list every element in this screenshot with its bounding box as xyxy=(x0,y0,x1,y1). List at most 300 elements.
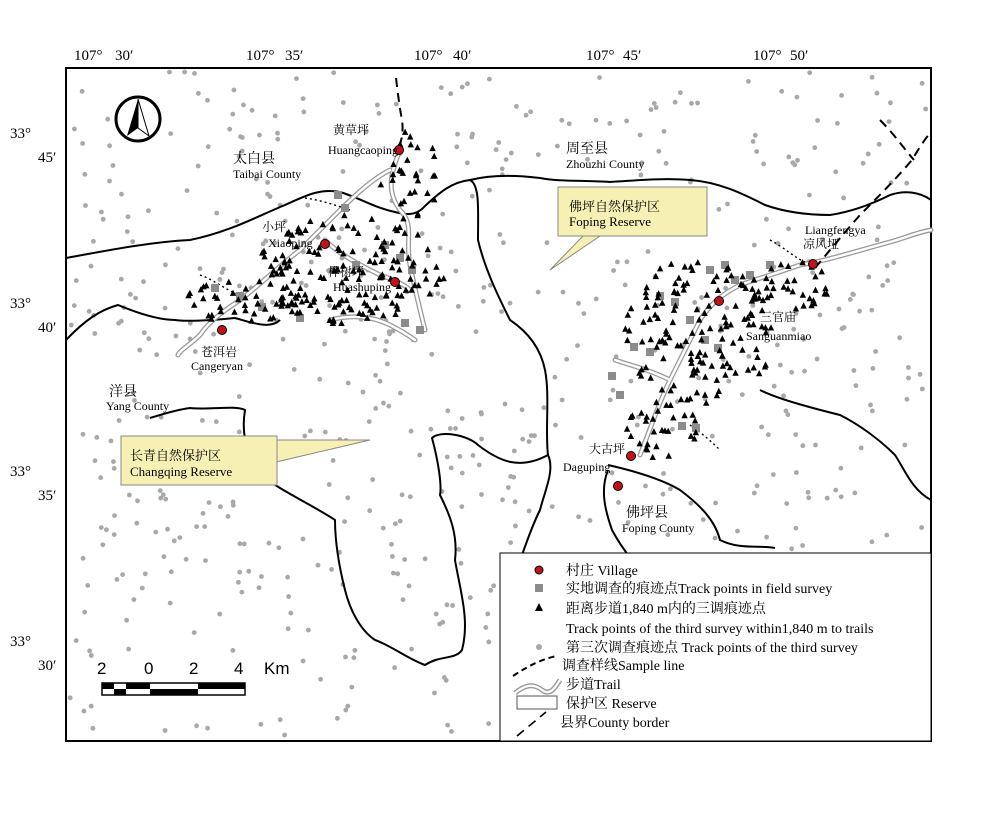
third-survey-point xyxy=(479,492,484,497)
village-label-en: Huashuping xyxy=(333,280,391,294)
third-survey-point xyxy=(124,618,129,623)
third-survey-point xyxy=(561,290,566,295)
third-survey-point xyxy=(553,375,558,380)
third-survey-point xyxy=(143,571,148,576)
third-survey-point xyxy=(764,535,769,540)
village-huashuping xyxy=(391,278,400,287)
third-survey-point xyxy=(168,601,173,606)
field-survey-point xyxy=(630,343,638,351)
third-survey-point xyxy=(217,612,222,617)
third-survey-point xyxy=(83,203,88,208)
third-survey-point xyxy=(194,524,199,529)
third-survey-point xyxy=(194,723,199,728)
third-survey-point xyxy=(339,227,344,232)
third-survey-point xyxy=(278,717,283,722)
third-survey-point xyxy=(662,129,667,134)
scale-label: 2 xyxy=(97,659,107,678)
left-tick-deg: 33° xyxy=(10,634,31,650)
third-survey-point xyxy=(198,266,203,271)
callout-en: Changqing Reserve xyxy=(130,464,233,479)
third-survey-point xyxy=(306,628,311,633)
third-survey-point xyxy=(448,426,453,431)
third-survey-point xyxy=(398,391,403,396)
third-survey-point xyxy=(504,157,509,162)
village-cangeryan xyxy=(218,326,227,335)
third-survey-point xyxy=(635,423,640,428)
third-survey-point xyxy=(89,264,94,269)
third-survey-point xyxy=(815,357,820,362)
third-survey-point xyxy=(126,647,131,652)
third-survey-point xyxy=(89,704,94,709)
village-label-en: Sanguanmiao xyxy=(746,329,812,343)
legend-reserve: 保护区 Reserve xyxy=(566,697,657,712)
third-survey-point xyxy=(888,100,893,105)
third-survey-point xyxy=(135,498,140,503)
foping-county-cn: 佛坪县 xyxy=(626,506,668,521)
third-survey-point xyxy=(423,556,428,561)
village-label-en: Huangcaoping xyxy=(328,143,398,157)
third-survey-point xyxy=(815,118,820,123)
third-survey-point xyxy=(381,401,386,406)
third-survey-point xyxy=(304,283,309,288)
third-survey-point xyxy=(695,101,700,106)
village-label-cn: 小坪 xyxy=(262,220,287,234)
third-survey-point xyxy=(420,231,425,236)
third-survey-point xyxy=(795,95,800,100)
third-survey-point xyxy=(308,429,313,434)
third-survey-point xyxy=(277,545,282,550)
third-survey-point xyxy=(120,572,125,577)
third-survey-point xyxy=(465,160,470,165)
third-survey-point xyxy=(852,368,857,373)
third-survey-point xyxy=(200,418,205,423)
third-survey-point xyxy=(450,603,455,608)
third-survey-point xyxy=(877,142,882,147)
third-survey-point xyxy=(454,144,459,149)
third-survey-point xyxy=(429,352,434,357)
third-survey-point xyxy=(285,575,290,580)
third-survey-point xyxy=(920,81,925,86)
third-survey-point xyxy=(560,398,565,403)
third-survey-point xyxy=(503,402,508,407)
left-tick-deg: 33° xyxy=(10,126,31,142)
third-survey-point xyxy=(82,709,87,714)
legend-near-trail-2: Track points of the third survey within1,840 m to trails xyxy=(566,622,874,637)
third-survey-point xyxy=(784,409,789,414)
third-survey-point xyxy=(772,384,777,389)
third-survey-point xyxy=(807,70,812,75)
third-survey-point xyxy=(259,722,264,727)
third-survey-point xyxy=(72,126,77,131)
third-survey-point xyxy=(169,569,174,574)
third-survey-point xyxy=(499,309,504,314)
third-survey-point xyxy=(778,363,783,368)
third-survey-point xyxy=(906,376,911,381)
third-survey-point xyxy=(487,188,492,193)
third-survey-point xyxy=(794,470,799,475)
third-survey-point xyxy=(668,487,673,492)
third-survey-point xyxy=(500,497,505,502)
third-survey-point xyxy=(202,524,207,529)
third-survey-point xyxy=(498,232,503,237)
third-survey-point xyxy=(322,342,327,347)
third-survey-point xyxy=(781,393,786,398)
third-survey-point xyxy=(292,367,297,372)
third-survey-point xyxy=(89,653,94,658)
third-survey-point xyxy=(839,494,844,499)
third-survey-point xyxy=(837,307,842,312)
legend-field: 实地调查的痕迹点Track points in field survey xyxy=(566,582,833,597)
field-survey-point xyxy=(401,319,409,327)
village-label-cn: 苍洱岩 xyxy=(201,345,238,359)
third-survey-point xyxy=(775,343,780,348)
top-tick-labels xyxy=(74,48,808,64)
third-survey-point xyxy=(766,432,771,437)
third-survey-point xyxy=(378,379,383,384)
third-survey-point xyxy=(407,584,412,589)
third-survey-point xyxy=(670,427,675,432)
third-survey-point xyxy=(268,194,273,199)
third-survey-point xyxy=(564,357,569,362)
third-survey-point xyxy=(74,638,79,643)
third-survey-point xyxy=(257,585,262,590)
legend-village: 村庄 Village xyxy=(566,564,638,579)
third-survey-point xyxy=(387,331,392,336)
third-survey-point xyxy=(341,100,346,105)
third-survey-point xyxy=(385,362,390,367)
third-survey-point xyxy=(692,300,697,305)
third-survey-point xyxy=(615,260,620,265)
third-survey-point xyxy=(80,89,85,94)
third-survey-point xyxy=(514,104,519,109)
third-survey-point xyxy=(752,243,757,248)
third-survey-point xyxy=(607,121,612,126)
third-survey-point xyxy=(764,217,769,222)
third-survey-point xyxy=(111,163,116,168)
third-survey-point xyxy=(107,179,112,184)
third-survey-point xyxy=(527,439,532,444)
third-survey-point xyxy=(402,557,407,562)
legend-sample: 调查样线Sample line xyxy=(562,659,685,674)
third-survey-point xyxy=(483,625,488,630)
third-survey-point xyxy=(887,119,892,124)
third-survey-point xyxy=(81,556,86,561)
third-survey-point xyxy=(536,152,541,157)
village-daguping xyxy=(627,452,636,461)
third-survey-point xyxy=(789,370,794,375)
third-survey-point xyxy=(112,466,117,471)
third-survey-point xyxy=(275,131,280,136)
third-survey-point xyxy=(904,181,909,186)
third-survey-point xyxy=(335,716,340,721)
third-survey-point xyxy=(80,141,85,146)
third-survey-point xyxy=(513,499,518,504)
third-survey-point xyxy=(408,494,413,499)
left-tick-min: 30′ xyxy=(38,658,57,674)
third-survey-point xyxy=(524,113,529,118)
third-survey-point xyxy=(301,659,306,664)
third-survey-point xyxy=(362,248,367,253)
third-survey-point xyxy=(231,500,236,505)
third-survey-point xyxy=(717,207,722,212)
third-survey-point xyxy=(141,279,146,284)
third-survey-point xyxy=(87,649,92,654)
third-survey-point xyxy=(392,665,397,670)
third-survey-point xyxy=(870,539,875,544)
third-survey-point xyxy=(270,300,275,305)
third-survey-point xyxy=(370,477,375,482)
third-survey-point xyxy=(331,70,336,75)
third-survey-point xyxy=(810,270,815,275)
third-survey-point xyxy=(132,597,137,602)
third-survey-point xyxy=(529,433,534,438)
third-survey-point xyxy=(240,590,245,595)
third-survey-point xyxy=(460,85,465,90)
third-survey-point xyxy=(479,437,484,442)
third-survey-point xyxy=(373,406,378,411)
third-survey-point xyxy=(182,70,187,75)
third-survey-point xyxy=(536,290,541,295)
third-survey-point xyxy=(398,519,403,524)
third-survey-point xyxy=(158,488,163,493)
third-survey-point xyxy=(794,526,799,531)
third-survey-point xyxy=(337,235,342,240)
third-survey-point xyxy=(713,536,718,541)
third-survey-point xyxy=(85,583,90,588)
third-survey-point xyxy=(117,418,122,423)
third-survey-point xyxy=(696,376,701,381)
third-survey-point xyxy=(509,151,514,156)
village-label-cn: 桦树坪 xyxy=(328,265,365,279)
third-survey-point xyxy=(93,458,98,463)
third-survey-point xyxy=(240,135,245,140)
third-survey-point xyxy=(453,426,458,431)
third-survey-point xyxy=(611,268,616,273)
third-survey-point xyxy=(579,435,584,440)
third-survey-point xyxy=(440,212,445,217)
third-survey-point xyxy=(377,111,382,116)
third-survey-point xyxy=(779,89,784,94)
left-tick-labels xyxy=(10,126,56,674)
taibai-county-cn: 太白县 xyxy=(233,152,275,167)
third-survey-point xyxy=(459,561,464,566)
third-survey-point xyxy=(806,495,811,500)
third-survey-point xyxy=(746,79,751,84)
third-survey-point xyxy=(699,295,704,300)
third-survey-point xyxy=(494,147,499,152)
third-survey-point xyxy=(542,405,547,410)
field-survey-point xyxy=(334,191,342,199)
third-survey-point xyxy=(205,726,210,731)
third-survey-point xyxy=(192,630,197,635)
third-survey-point xyxy=(349,685,354,690)
village-sanguanmiao xyxy=(715,297,724,306)
third-survey-point xyxy=(142,330,147,335)
third-survey-point xyxy=(101,217,106,222)
third-survey-point xyxy=(582,311,587,316)
top-tick-min: 50′ xyxy=(790,48,809,64)
third-survey-point xyxy=(323,430,328,435)
third-survey-point xyxy=(441,294,446,299)
third-survey-point xyxy=(905,397,910,402)
third-survey-point xyxy=(301,96,306,101)
third-survey-point xyxy=(205,98,210,103)
zhouzhi-county-cn: 周至县 xyxy=(566,142,608,157)
third-survey-point xyxy=(250,108,255,113)
third-survey-point xyxy=(866,152,871,157)
third-survey-point xyxy=(91,239,96,244)
third-survey-point xyxy=(275,137,280,142)
third-survey-point xyxy=(445,723,450,728)
third-survey-point xyxy=(445,602,450,607)
legend-reserve-symbol xyxy=(517,696,557,709)
third-survey-point xyxy=(232,88,237,93)
third-survey-point xyxy=(381,526,386,531)
third-survey-point xyxy=(81,432,86,437)
third-survey-point xyxy=(871,366,876,371)
field-survey-point xyxy=(746,271,754,279)
third-survey-point xyxy=(154,352,159,357)
third-survey-point xyxy=(545,240,550,245)
third-survey-point xyxy=(384,339,389,344)
third-survey-point xyxy=(426,254,431,259)
third-survey-point xyxy=(238,541,243,546)
third-survey-point xyxy=(391,571,396,576)
third-survey-point xyxy=(282,733,287,738)
third-survey-point xyxy=(840,326,845,331)
third-survey-point xyxy=(436,291,441,296)
third-survey-point xyxy=(567,121,572,126)
third-survey-point xyxy=(317,377,322,382)
third-survey-point xyxy=(82,610,87,615)
third-survey-point xyxy=(873,349,878,354)
top-tick-min: 45′ xyxy=(623,48,642,64)
third-survey-point xyxy=(286,626,291,631)
third-survey-point xyxy=(214,419,219,424)
third-survey-point xyxy=(689,101,694,106)
third-survey-point xyxy=(906,365,911,370)
third-survey-point xyxy=(885,263,890,268)
third-survey-point xyxy=(230,112,235,117)
third-survey-point xyxy=(448,91,453,96)
callout-cn: 长青自然保护区 xyxy=(130,448,222,463)
third-survey-point xyxy=(168,131,173,136)
third-survey-point xyxy=(920,387,925,392)
third-survey-point xyxy=(231,648,236,653)
third-survey-point xyxy=(459,504,464,509)
third-survey-point xyxy=(455,132,460,137)
third-survey-point xyxy=(527,509,532,514)
third-survey-point xyxy=(163,306,168,311)
third-survey-point xyxy=(401,597,406,602)
third-survey-point xyxy=(710,434,715,439)
third-survey-point xyxy=(664,161,669,166)
field-survey-point xyxy=(416,326,424,334)
third-survey-point xyxy=(471,453,476,458)
third-survey-point xyxy=(94,435,99,440)
callout-en: Foping Reserve xyxy=(569,214,651,229)
third-survey-point xyxy=(746,354,751,359)
third-survey-point xyxy=(163,262,168,267)
third-survey-point xyxy=(550,504,555,509)
third-survey-point xyxy=(688,501,693,506)
third-survey-point xyxy=(456,547,461,552)
third-survey-point xyxy=(576,301,581,306)
third-survey-point xyxy=(624,119,629,124)
third-survey-point xyxy=(885,278,890,283)
third-survey-point xyxy=(477,463,482,468)
third-survey-point xyxy=(226,514,231,519)
legend xyxy=(500,553,931,741)
field-survey-point xyxy=(608,372,616,380)
third-survey-point xyxy=(449,729,454,734)
third-survey-point xyxy=(361,390,366,395)
third-survey-point xyxy=(133,296,138,301)
third-survey-point xyxy=(725,202,730,207)
third-survey-point xyxy=(486,640,491,645)
third-survey-point xyxy=(623,283,628,288)
third-survey-point xyxy=(429,427,434,432)
third-survey-point xyxy=(257,133,262,138)
third-survey-point xyxy=(726,379,731,384)
third-survey-point xyxy=(875,238,880,243)
third-survey-point xyxy=(109,439,114,444)
third-survey-point xyxy=(755,483,760,488)
third-survey-point xyxy=(638,133,643,138)
third-survey-point xyxy=(176,246,181,251)
legend-county: 县界County border xyxy=(560,716,670,731)
third-survey-point xyxy=(273,114,278,119)
third-survey-point xyxy=(211,332,216,337)
third-survey-point xyxy=(299,281,304,286)
third-survey-point xyxy=(294,76,299,81)
third-survey-point xyxy=(172,538,177,543)
third-survey-point xyxy=(839,93,844,98)
third-survey-point xyxy=(656,149,661,154)
third-survey-point xyxy=(409,429,414,434)
third-survey-point xyxy=(866,275,871,280)
third-survey-point xyxy=(386,404,391,409)
third-survey-point xyxy=(327,482,332,487)
field-survey-point xyxy=(686,316,694,324)
third-survey-point xyxy=(400,492,405,497)
north-arrow-icon xyxy=(116,97,160,141)
third-survey-point xyxy=(902,443,907,448)
third-survey-point xyxy=(127,493,132,498)
third-survey-point xyxy=(434,612,439,617)
third-survey-point xyxy=(751,303,756,308)
third-survey-point xyxy=(345,495,350,500)
third-survey-point xyxy=(771,472,776,477)
third-survey-point xyxy=(806,490,811,495)
third-survey-point xyxy=(759,425,764,430)
yang-county-en: Yang County xyxy=(106,399,170,413)
third-survey-point xyxy=(512,449,517,454)
third-survey-point xyxy=(230,233,235,238)
yang-county-cn: 洋县 xyxy=(109,385,137,400)
third-survey-point xyxy=(876,225,881,230)
third-survey-point xyxy=(454,269,459,274)
third-survey-point xyxy=(305,203,310,208)
third-survey-point xyxy=(146,336,151,341)
third-survey-point xyxy=(608,398,613,403)
third-survey-point xyxy=(439,85,444,90)
village-label-en: Daguping xyxy=(563,460,611,474)
field-survey-point xyxy=(211,284,219,292)
third-survey-point xyxy=(740,392,745,397)
left-tick-deg: 33° xyxy=(10,296,31,312)
third-survey-point xyxy=(137,348,142,353)
